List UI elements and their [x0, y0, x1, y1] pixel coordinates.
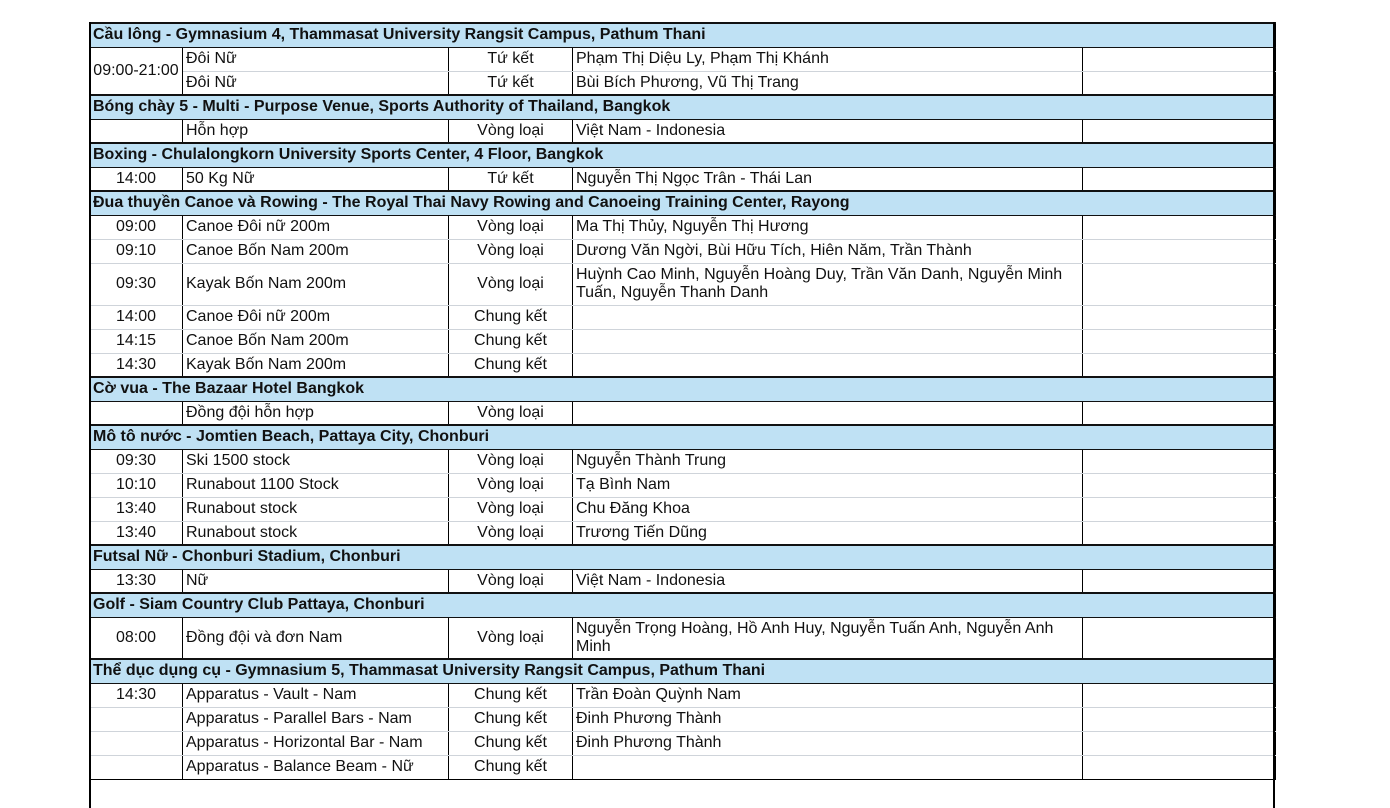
- table-row: [90, 497, 1276, 521]
- table-row: [90, 71, 1276, 95]
- round-cell: Tứ kết: [449, 47, 573, 71]
- table-row: [90, 569, 1276, 593]
- athletes-cell: Nguyễn Thành Trung: [573, 449, 1083, 473]
- table-row: [90, 167, 1276, 191]
- round-cell: Chung kết: [449, 305, 573, 329]
- table-row: [90, 239, 1276, 263]
- event-cell: Đồng đội hỗn hợp: [183, 401, 449, 425]
- section-header-row: [90, 545, 1276, 569]
- note-cell: [1083, 47, 1276, 71]
- event-cell: Kayak Bốn Nam 200m: [183, 353, 449, 377]
- note-cell: [1083, 119, 1276, 143]
- event-cell: 50 Kg Nữ: [183, 167, 449, 191]
- round-cell: Vòng loại: [449, 473, 573, 497]
- section-header: Golf - Siam Country Club Pattaya, Chonburi: [90, 593, 1276, 617]
- time-cell: 08:00: [90, 617, 183, 659]
- athletes-cell: Trương Tiến Dũng: [573, 521, 1083, 545]
- athletes-cell: Dương Văn Ngời, Bùi Hữu Tích, Hiên Năm, Trần Thành: [573, 239, 1083, 263]
- table-row: [90, 305, 1276, 329]
- round-cell: Vòng loại: [449, 569, 573, 593]
- athletes-cell: Nguyễn Thị Ngọc Trân - Thái Lan: [573, 167, 1083, 191]
- athletes-cell: Bùi Bích Phương, Vũ Thị Trang: [573, 71, 1083, 95]
- time-cell: 09:10: [90, 239, 183, 263]
- round-cell: Chung kết: [449, 683, 573, 707]
- time-cell: 14:30: [90, 353, 183, 377]
- event-cell: Đôi Nữ: [183, 71, 449, 95]
- event-cell: Canoe Bốn Nam 200m: [183, 239, 449, 263]
- athletes-cell: Chu Đăng Khoa: [573, 497, 1083, 521]
- section-header-row: [90, 425, 1276, 449]
- event-cell: Kayak Bốn Nam 200m: [183, 263, 449, 305]
- section-header: Cờ vua - The Bazaar Hotel Bangkok: [90, 377, 1276, 401]
- time-cell: 14:00: [90, 305, 183, 329]
- event-cell: Canoe Bốn Nam 200m: [183, 329, 449, 353]
- event-cell: Apparatus - Parallel Bars - Nam: [183, 707, 449, 731]
- note-cell: [1083, 617, 1276, 659]
- section-header: Cầu lông - Gymnasium 4, Thammasat University Rangsit Campus, Pathum Thani: [90, 23, 1276, 47]
- athletes-cell: [573, 329, 1083, 353]
- section-header-row: [90, 377, 1276, 401]
- time-cell: [90, 707, 183, 731]
- athletes-cell: Huỳnh Cao Minh, Nguyễn Hoàng Duy, Trần Văn Danh, Nguyễn Minh Tuấn, Nguyễn Thanh Danh: [573, 263, 1083, 305]
- round-cell: Tứ kết: [449, 71, 573, 95]
- table-row: [90, 521, 1276, 545]
- athletes-cell: Ma Thị Thủy, Nguyễn Thị Hương: [573, 215, 1083, 239]
- section-header: Mô tô nước - Jomtien Beach, Pattaya City, Chonburi: [90, 425, 1276, 449]
- round-cell: Chung kết: [449, 707, 573, 731]
- table-row: [90, 329, 1276, 353]
- event-cell: Runabout stock: [183, 521, 449, 545]
- time-cell: 09:30: [90, 263, 183, 305]
- athletes-cell: Nguyễn Trọng Hoàng, Hồ Anh Huy, Nguyễn Tuấn Anh, Nguyễn Anh Minh: [573, 617, 1083, 659]
- athletes-cell: Việt Nam - Indonesia: [573, 569, 1083, 593]
- athletes-cell: [573, 305, 1083, 329]
- section-header-row: [90, 143, 1276, 167]
- time-cell: 14:15: [90, 329, 183, 353]
- event-cell: Apparatus - Horizontal Bar - Nam: [183, 731, 449, 755]
- time-cell: 09:00: [90, 215, 183, 239]
- note-cell: [1083, 731, 1276, 755]
- note-cell: [1083, 329, 1276, 353]
- round-cell: Vòng loại: [449, 263, 573, 305]
- round-cell: Vòng loại: [449, 449, 573, 473]
- round-cell: Vòng loại: [449, 119, 573, 143]
- note-cell: [1083, 569, 1276, 593]
- table-row: [90, 263, 1276, 305]
- schedule-table: [89, 22, 1276, 780]
- event-cell: Apparatus - Balance Beam - Nữ: [183, 755, 449, 779]
- event-cell: Ski 1500 stock: [183, 449, 449, 473]
- section-header-row: [90, 23, 1276, 47]
- round-cell: Chung kết: [449, 353, 573, 377]
- time-cell: 09:00-21:00: [90, 47, 183, 95]
- round-cell: Chung kết: [449, 329, 573, 353]
- note-cell: [1083, 449, 1276, 473]
- round-cell: Vòng loại: [449, 521, 573, 545]
- time-cell: 14:30: [90, 683, 183, 707]
- section-header: Futsal Nữ - Chonburi Stadium, Chonburi: [90, 545, 1276, 569]
- table-row: [90, 449, 1276, 473]
- athletes-cell: [573, 401, 1083, 425]
- time-cell: [90, 755, 183, 779]
- table-row: [90, 683, 1276, 707]
- athletes-cell: Việt Nam - Indonesia: [573, 119, 1083, 143]
- event-cell: Hỗn hợp: [183, 119, 449, 143]
- round-cell: Vòng loại: [449, 617, 573, 659]
- section-header: Bóng chày 5 - Multi - Purpose Venue, Sports Authority of Thailand, Bangkok: [90, 95, 1276, 119]
- event-cell: Runabout 1100 Stock: [183, 473, 449, 497]
- note-cell: [1083, 683, 1276, 707]
- round-cell: Vòng loại: [449, 401, 573, 425]
- athletes-cell: [573, 353, 1083, 377]
- event-cell: Canoe Đôi nữ 200m: [183, 215, 449, 239]
- athletes-cell: Đinh Phương Thành: [573, 707, 1083, 731]
- table-row: [90, 215, 1276, 239]
- event-cell: Đôi Nữ: [183, 47, 449, 71]
- note-cell: [1083, 497, 1276, 521]
- note-cell: [1083, 263, 1276, 305]
- note-cell: [1083, 353, 1276, 377]
- athletes-cell: Đinh Phương Thành: [573, 731, 1083, 755]
- event-cell: Runabout stock: [183, 497, 449, 521]
- section-header-row: [90, 95, 1276, 119]
- note-cell: [1083, 167, 1276, 191]
- note-cell: [1083, 305, 1276, 329]
- table-row: [90, 401, 1276, 425]
- table-row: [90, 731, 1276, 755]
- section-header-row: [90, 593, 1276, 617]
- table-row: [90, 47, 1276, 71]
- note-cell: [1083, 707, 1276, 731]
- note-cell: [1083, 401, 1276, 425]
- round-cell: Chung kết: [449, 731, 573, 755]
- time-cell: 13:40: [90, 497, 183, 521]
- round-cell: Vòng loại: [449, 215, 573, 239]
- time-cell: 14:00: [90, 167, 183, 191]
- table-row: [90, 353, 1276, 377]
- time-cell: 09:30: [90, 449, 183, 473]
- round-cell: Tứ kết: [449, 167, 573, 191]
- section-header: Thể dục dụng cụ - Gymnasium 5, Thammasat University Rangsit Campus, Pathum Thani: [90, 659, 1276, 683]
- event-cell: Đồng đội và đơn Nam: [183, 617, 449, 659]
- event-cell: Apparatus - Vault - Nam: [183, 683, 449, 707]
- section-header: Đua thuyền Canoe và Rowing - The Royal Thai Navy Rowing and Canoeing Training Center, Rayong: [90, 191, 1276, 215]
- event-cell: Nữ: [183, 569, 449, 593]
- note-cell: [1083, 755, 1276, 779]
- athletes-cell: Phạm Thị Diệu Ly, Phạm Thị Khánh: [573, 47, 1083, 71]
- time-cell: [90, 401, 183, 425]
- time-cell: 10:10: [90, 473, 183, 497]
- table-row: [90, 473, 1276, 497]
- section-header-row: [90, 659, 1276, 683]
- athletes-cell: Tạ Bình Nam: [573, 473, 1083, 497]
- note-cell: [1083, 473, 1276, 497]
- time-cell: 13:30: [90, 569, 183, 593]
- round-cell: Chung kết: [449, 755, 573, 779]
- round-cell: Vòng loại: [449, 239, 573, 263]
- time-cell: [90, 119, 183, 143]
- note-cell: [1083, 239, 1276, 263]
- section-header: Boxing - Chulalongkorn University Sports Center, 4 Floor, Bangkok: [90, 143, 1276, 167]
- table-row: [90, 755, 1276, 779]
- note-cell: [1083, 71, 1276, 95]
- table-row: [90, 119, 1276, 143]
- note-cell: [1083, 215, 1276, 239]
- athletes-cell: [573, 755, 1083, 779]
- table-row: [90, 707, 1276, 731]
- time-cell: 13:40: [90, 521, 183, 545]
- time-cell: [90, 731, 183, 755]
- section-header-row: [90, 191, 1276, 215]
- table-row: [90, 617, 1276, 659]
- athletes-cell: Trần Đoàn Quỳnh Nam: [573, 683, 1083, 707]
- round-cell: Vòng loại: [449, 497, 573, 521]
- note-cell: [1083, 521, 1276, 545]
- event-cell: Canoe Đôi nữ 200m: [183, 305, 449, 329]
